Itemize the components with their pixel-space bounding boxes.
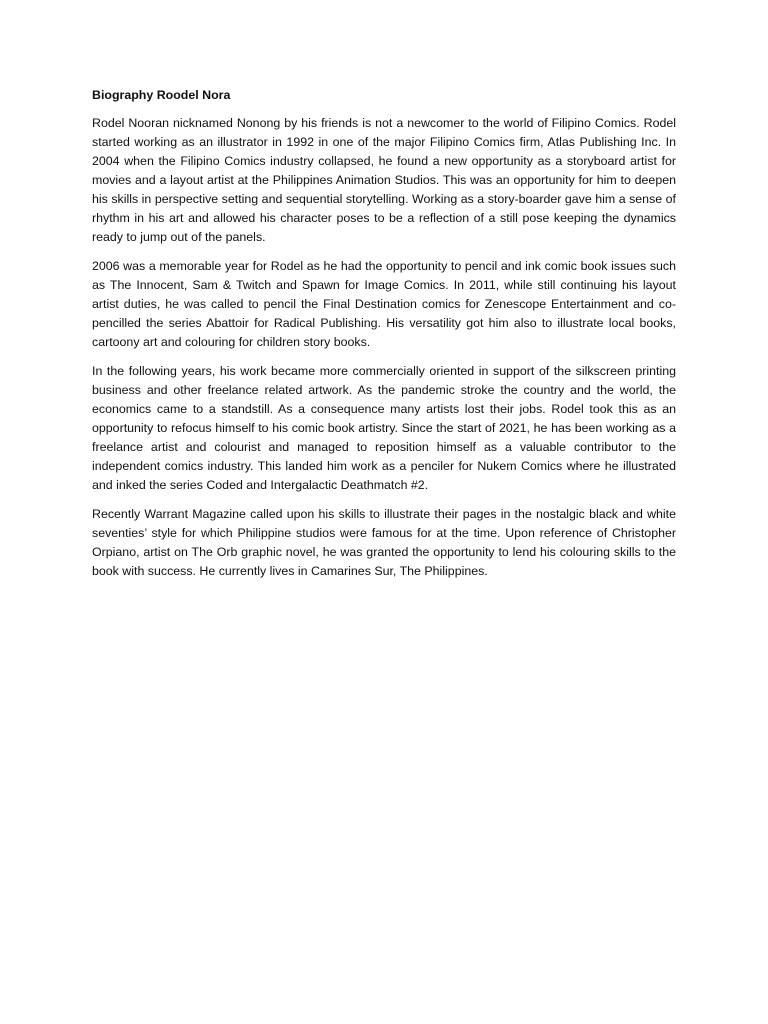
document-title: Biography Roodel Nora [92,88,231,102]
paragraph-2006-2011: 2006 was a memorable year for Rodel as he had the opportunity to pencil and ink comic book issues such as The Innocent, Sam & Twitch and Spawn for Image Comics. In 2011, while still continuing his layout artist duties, he was called to pencil the Final Destination comics for Zenescope Entertainment and co-pencilled the series Abattoir for Radical Publishing. His versatility got him also to illustrate local books, cartoony art and colouring for children story books. [92,259,676,349]
paragraph-early-career: Rodel Nooran nicknamed Nonong by his friends is not a newcomer to the world of Filipino Comics. Rodel started working as an illustrator in 1992 in one of the major Filipino Comics firm, Atlas Publishing Inc. In 2004 when the Filipino Comics industry collapsed, he found a new opportunity as a storyboard artist for movies and a layout artist at the Philippines Animation Studios. This was an opportunity for him to deepen his skills in perspective setting and sequential storytelling. Working as a story-boarder gave him a sense of rhythm in his art and allowed his character poses to be a reflection of a still pose keeping the dynamics ready to jump out of the panels. [92,116,676,244]
paragraph-pandemic-years: In the following years, his work became more commercially oriented in support of the silkscreen printing business and other freelance related artwork. As the pandemic stroke the country and the world, the economics came to a standstill. As a consequence many artists lost their jobs. Rodel took this as an opportunity to refocus himself to his comic book artistry. Since the start of 2021, he has been working as a freelance artist and colourist and managed to reposition himself as a valuable contributor to the independent comics industry. This landed him work as a penciler for Nukem Comics where he illustrated and inked the series Coded and Intergalactic Deathmatch #2. [92,364,676,492]
document-body [92,86,676,591]
paragraph-recent-work: Recently Warrant Magazine called upon his skills to illustrate their pages in the nostalgic black and white seventies’ style for which Philippine studios were famous for at the time. Upon reference of Christopher Orpiano, artist on The Orb graphic novel, he was granted the opportunity to lend his colouring skills to the book with success. He currently lives in Camarines Sur, The Philippines. [92,507,676,578]
